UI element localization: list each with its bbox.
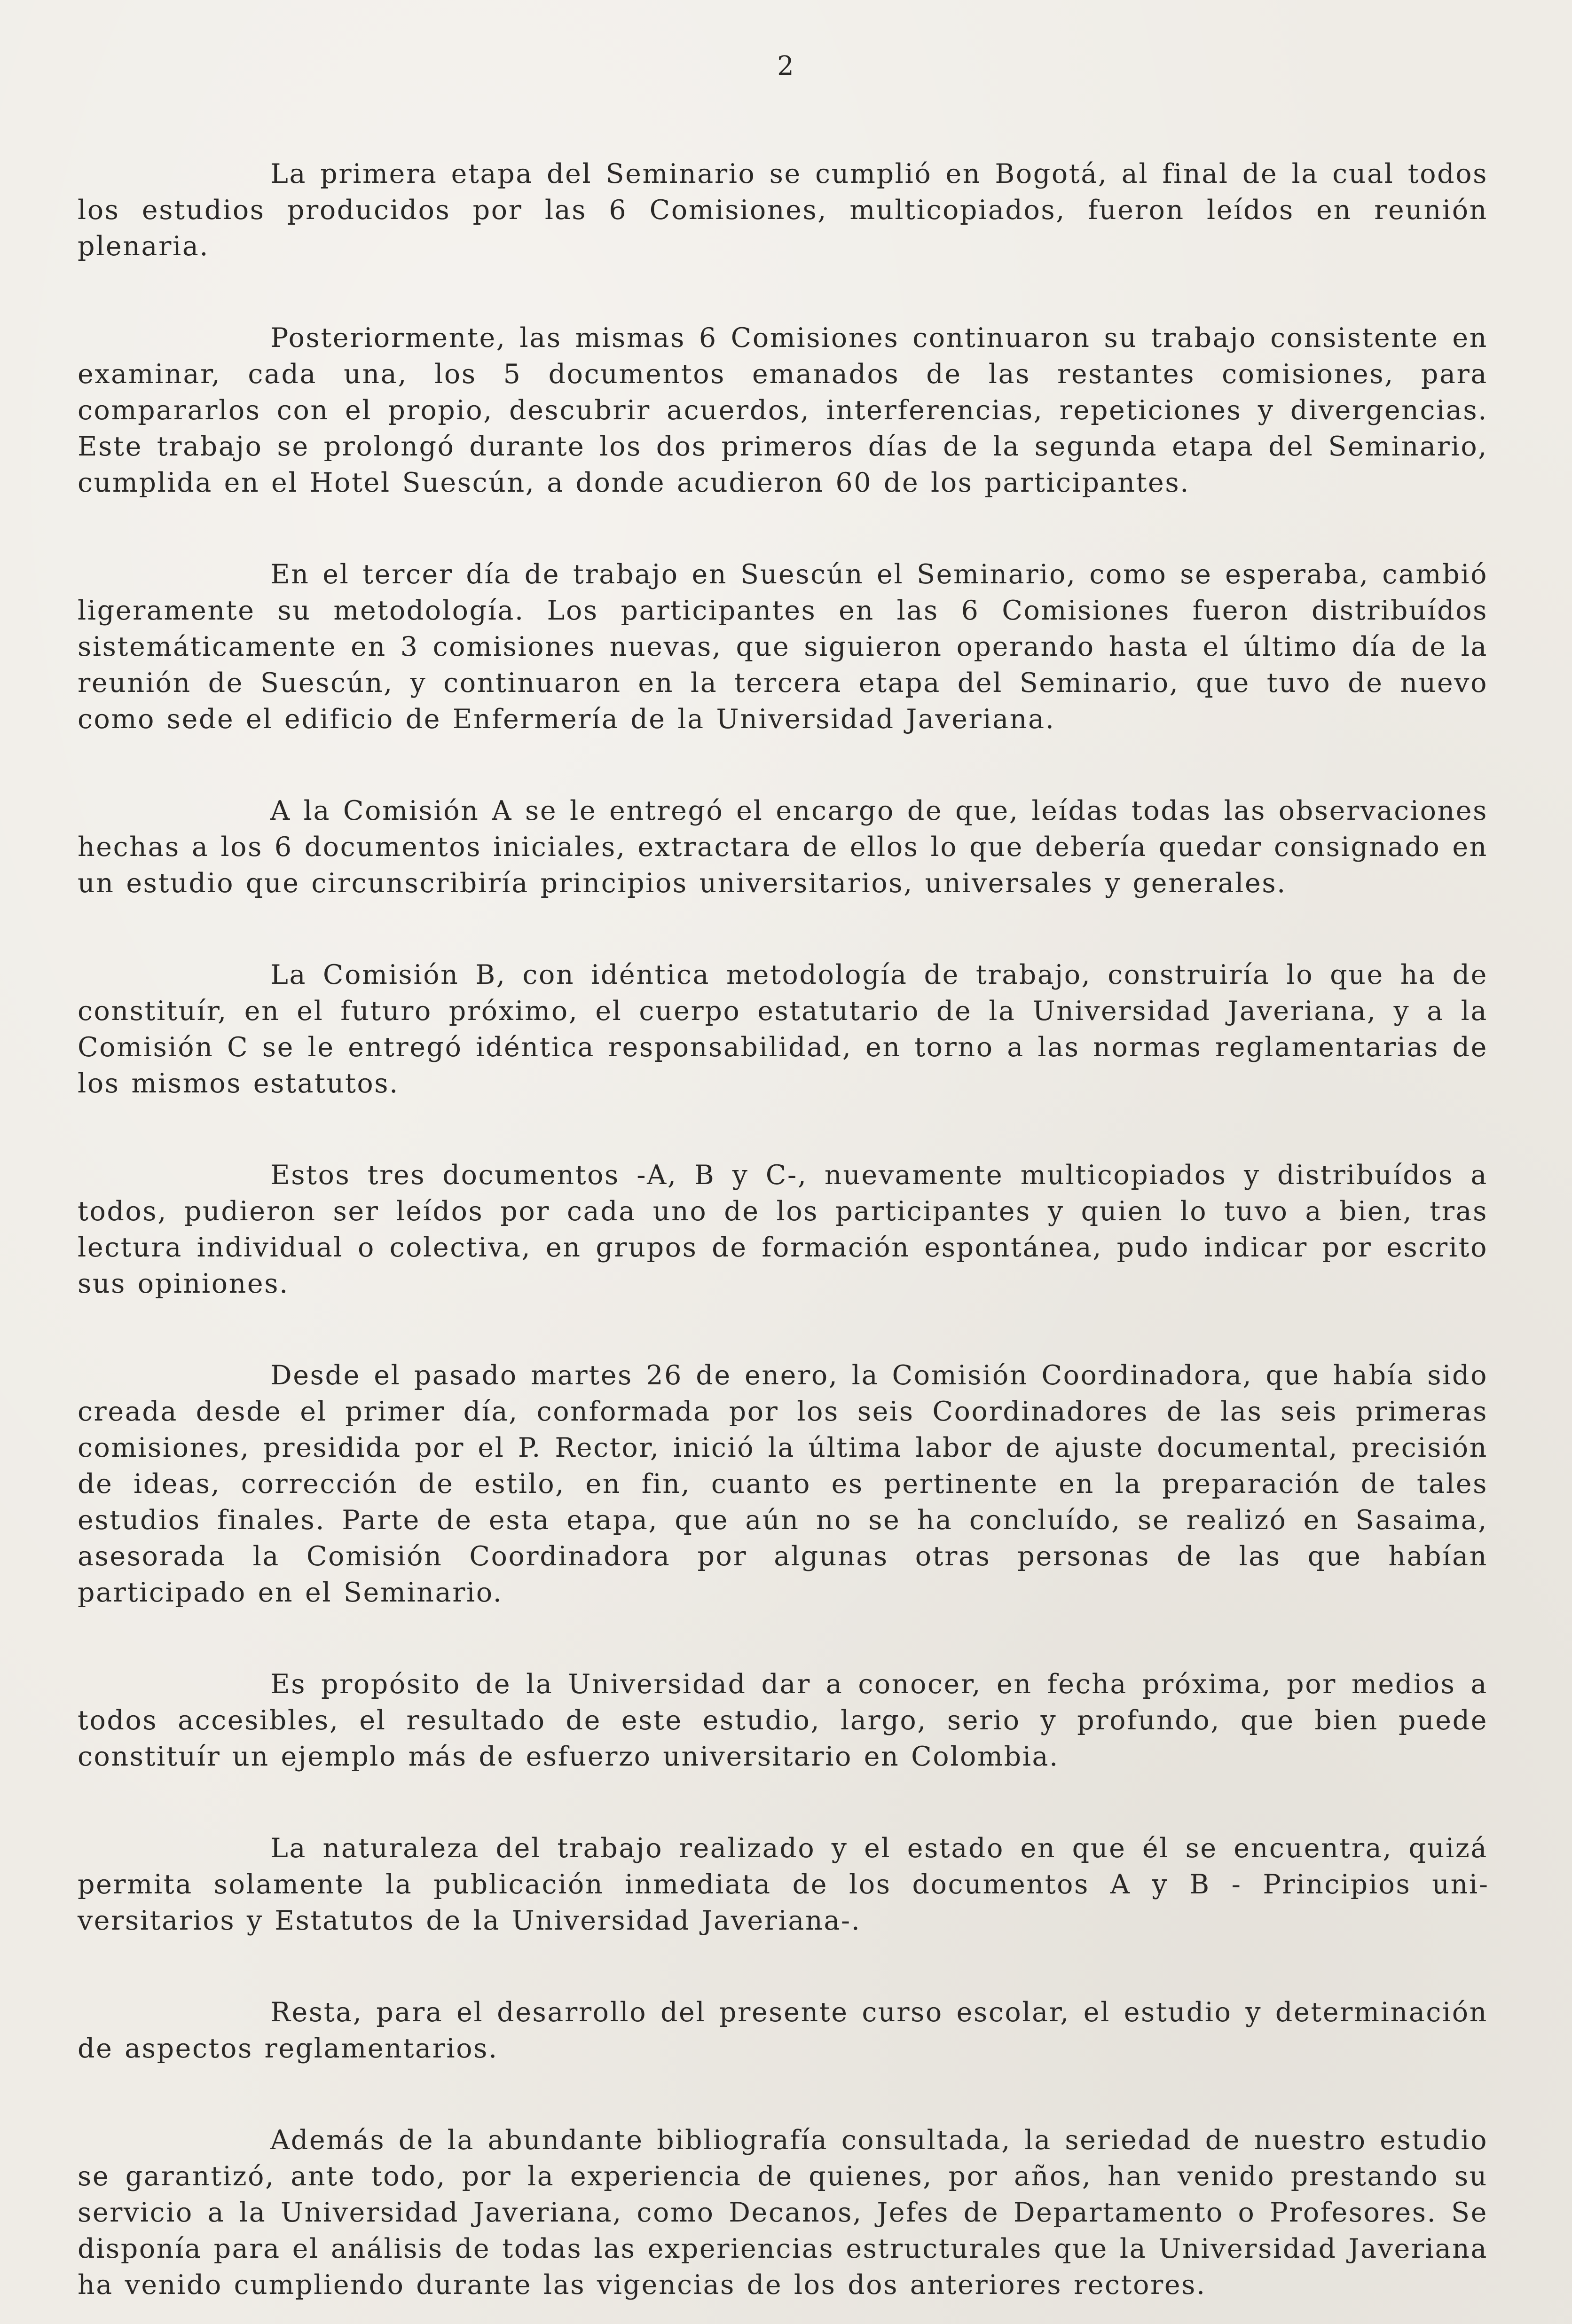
- paragraph-4: A la Comisión A se le entregó el encargo de que, leídas todas las observaciones hechas a los 6 documentos iniciales, extractara de ellos lo que debería quedar consignado en un estudio que circunscribiría principios universitarios, universales y generales.: [78, 795, 1488, 899]
- paragraph-2: Posteriormente, las mismas 6 Comisiones continuaron su trabajo consistente en examinar, cada una, los 5 documentos emanados de las restantes comisiones, para compararlos con el propio, descubrir acuerdos, interferencias, repeticiones y divergencias. Este trabajo se prolongó durante los dos primeros días de la segunda etapa del Seminario, cumplida en el Hotel Suescún, a donde acudieron 60 de los participantes.: [78, 322, 1488, 498]
- paragraph-11: Además de la abundante bibliografía consultada, la seriedad de nuestro estudio se garantizó, ante todo, por la experiencia de quienes, por años, han venido prestando su servicio a la Universidad Javeriana, como Decanos, Jefes de Departamento o Profesores. Se disponía para el análisis de todas las experiencias estructurales que la Universidad Javeriana ha venido cumpliendo durante las vigencias de los dos anteriores rectores.: [78, 2125, 1488, 2300]
- paragraph-10: Resta, para el desarrollo del presente curso escolar, el estudio y determinación de aspectos reglamentarios.: [78, 1997, 1488, 2064]
- paragraph-7: Desde el pasado martes 26 de enero, la Comisión Coordinadora, que había sido creada desde el primer día, conformada por los seis Coordinadores de las seis primeras comisiones, presidida por el P. Rector, inició la última labor de ajuste documental, precisión de ideas, corrección de estilo, en fin, cuanto es pertinente en la preparación de tales estudios finales. Parte de esta etapa, que aún no se ha concluído, se realizó en Sasaima, asesorada la Comisión Coordinadora por algunas otras personas de las que habían participado en el Seminario.: [78, 1360, 1488, 1608]
- paragraph-5: La Comisión B, con idéntica metodología de trabajo, construiría lo que ha de constituír, en el futuro próximo, el cuerpo estatutario de la Universidad Javeriana, y a la Comisión C se le entregó idéntica responsabilidad, en torno a las normas reglamentarias de los mismos estatutos.: [78, 959, 1488, 1099]
- document-body: [78, 156, 1488, 2303]
- paragraph-1: La primera etapa del Seminario se cumplió en Bogotá, al final de la cual todos los estudios producidos por las 6 Comisiones, multicopiados, fueron leídos en reunión plenaria.: [78, 158, 1488, 262]
- paragraph-3: En el tercer día de trabajo en Suescún el Seminario, como se esperaba, cambió ligeramente su metodología. Los participantes en las 6 Comisiones fueron distribuídos sistemáticamente en 3 comisiones nuevas, que siguieron operando hasta el último día de la reunión de Suescún, y continuaron en la tercera etapa del Seminario, que tuvo de nuevo como sede el edificio de Enfermería de la Universidad Javeriana.: [78, 559, 1488, 735]
- paragraph-8: Es propósito de la Universidad dar a conocer, en fecha próxima, por medios a todos accesibles, el resultado de este estudio, largo, serio y profundo, que bien puede constituír un ejemplo más de esfuerzo universitario en Colombia.: [78, 1669, 1488, 1772]
- page-number: 2: [777, 51, 795, 81]
- paragraph-9: La naturaleza del trabajo realizado y el estado en que él se encuentra, quizá permita solamente la publicación inmediata de los documentos A y B - Principios universitarios y Estatutos de la Universidad Javeriana-.: [78, 1833, 1488, 1936]
- paragraph-6: Estos tres documentos -A, B y C-, nuevamente multicopiados y distribuídos a todos, pudieron ser leídos por cada uno de los participantes y quien lo tuvo a bien, tras lectura individual o colectiva, en grupos de formación espontánea, pudo indicar por escrito sus opiniones.: [78, 1160, 1488, 1299]
